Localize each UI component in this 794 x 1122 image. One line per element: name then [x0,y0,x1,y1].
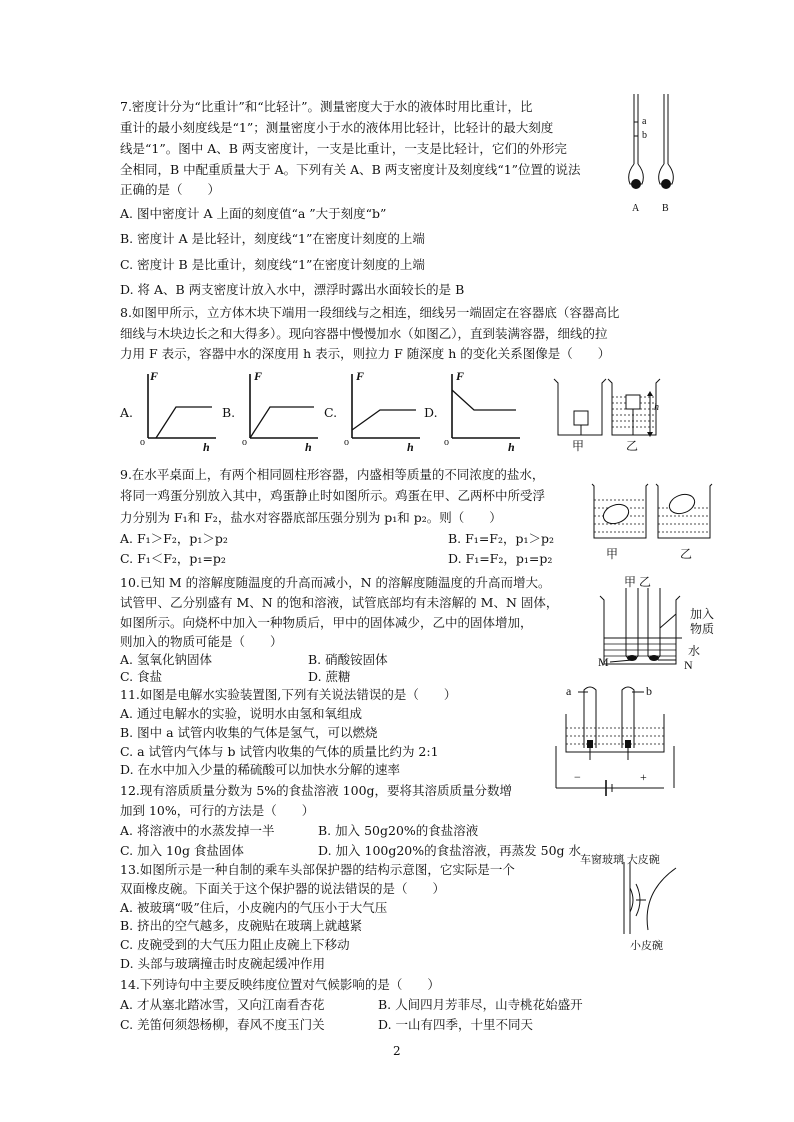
container-jia [554,379,606,435]
q8-graph-a-f: F [150,369,159,383]
q7-line-4: 全相同，B 中配重质量大于 A。下列有关 A、B 两支密度计及刻度线“1”位置的说法 [120,162,581,177]
q10-fig-label-m: M [598,655,609,669]
q10-fig-label-water: 水 [688,644,701,658]
q9-fig-label-jia: 甲 [606,547,619,561]
q7-option-a: A. 图中密度计 A 上面的刻度值“a ”大于刻度“b” [120,206,387,221]
q8-graph-a-h: h [203,440,210,454]
q13-headrest-figure [610,862,690,934]
q10-line-1: 10.已知 M 的溶解度随温度的升高而减小，N 的溶解度随温度的升高而增大。 [120,575,551,590]
q10-beaker-figure [596,588,686,668]
q10-option-a: A. 氢氧化钠固体 [120,652,212,667]
q8-fig-label-yi: 乙 [626,439,639,453]
q9-line-3: 力分别为 F₁和 F₂，盐水对容器底部压强分别为 p₁和 p₂。则（ ） [120,510,502,525]
q8-container-figure [552,375,664,455]
hydrometer-a [629,94,647,189]
q13-option-d: D. 头部与玻璃撞击时皮碗起缓冲作用 [120,956,326,971]
q8-graph-d-h: h [508,440,515,454]
q7-option-c: C. 密度计 B 是比重计，刻度线“1”在密度计刻度的上端 [120,257,425,272]
q8-graph-option-a: A. [120,405,134,420]
q8-graph-c-f: F [356,369,365,383]
q7-fig-label-b: B [662,203,669,214]
q7-hydrometer-figure [620,92,680,212]
container-yi [608,379,660,437]
q8-graph-option-b: B. [222,405,236,420]
q8-graph-b-o: o [242,437,247,448]
q14-option-c: C. 羌笛何须怨杨柳，春风不度玉门关 [120,1017,325,1032]
page-number: 2 [393,1044,401,1058]
q7-fig-label-b-small: b [642,130,647,141]
q8-graph-a-o: o [140,437,145,448]
q11-option-c: C. a 试管内气体与 b 试管内收集的气体的质量比约为 2:1 [120,744,439,759]
q11-fig-label-a: a [566,684,572,698]
q8-graph-b-f: F [254,369,263,383]
q10-line-3: 如图所示。向烧杯中加入一种物质后，甲中的固体减少，乙中的固体增加， [120,615,533,630]
q8-line-2: 细线与木块边长之和大得多）。现向容器中慢慢加水（如图乙），直到装满容器，细线的拉 [120,326,608,341]
q10-option-b: B. 硝酸铵固体 [308,652,388,667]
q10-line-2: 试管甲、乙分别盛有 M、N 的饱和溶液，试管底部均有未溶解的 M、N 固体， [120,595,559,610]
q7-line-3: 线是“1”。图中 A、B 两支密度计，一支是比重计，一支是比轻计，它们的外形完 [120,141,567,156]
q12-option-d: D. 加入 100g20%的食盐溶液，再蒸发 50g 水 [318,843,581,858]
q11-fig-label-minus: − [574,770,581,784]
q8-line-3: 力用 F 表示，容器中水的深度用 h 表示，则拉力 F 随深度 h 的变化关系图像是（ ） [120,346,611,361]
q11-option-b: B. 图中 a 试管内收集的气体是氢气，可以燃烧 [120,725,378,740]
beaker-yi [656,484,712,538]
q14-option-b: B. 人间四月芳菲尽，山寺桃花始盛开 [378,997,583,1012]
q8-line-1: 8.如图甲所示，立方体木块下端用一段细线与之相连，细线另一端固定在容器底（容器高比 [120,305,620,320]
q9-fig-label-yi: 乙 [680,547,693,561]
q7-line-5: 正确的是（ ） [120,182,221,197]
q12-option-b: B. 加入 50g20%的食盐溶液 [318,823,479,838]
q10-fig-label-add1: 加入 [690,607,715,621]
q8-graph-d-f: F [456,369,465,383]
q11-option-a: A. 通过电解水的实验，说明水由氢和氧组成 [120,706,362,721]
q7-line-2: 重计的最小刻度线是“1”；测量密度小于水的液体用比轻计，比轻计的最大刻度 [120,120,554,135]
q8-graph-d-o: o [444,437,449,448]
q13-option-a: A. 被玻璃“吸”住后，小皮碗内的气压小于大气压 [120,900,388,915]
q13-option-b: B. 挤出的空气越多，皮碗贴在玻璃上就越紧 [120,918,363,933]
q10-fig-label-n: N [684,658,693,672]
q14-line-1: 14.下列诗句中主要反映纬度位置对气候影响的是（ ） [120,977,440,992]
q7-option-d: D. 将 A、B 两支密度计放入水中，漂浮时露出水面较长的是 B [120,282,465,297]
q11-fig-label-plus: + [640,770,647,784]
q7-fig-label-a-small: a [642,116,647,127]
q8-fig-label-h: h [654,402,659,413]
hydrometer-b [659,94,674,189]
q9-option-d: D. F₁=F₂，p₁=p₂ [448,551,553,566]
q7-option-b: B. 密度计 A 是比轻计，刻度线“1”在密度计刻度的上端 [120,231,425,246]
q8-graph-option-c: C. [324,405,338,420]
q9-egg-figure [590,482,720,542]
q9-option-b: B. F₁=F₂，p₁＞p₂ [448,531,554,546]
q12-line-2: 加到 10%，可行的方法是（ ） [120,803,315,818]
q9-option-a: A. F₁＞F₂，p₁＞p₂ [120,531,228,546]
q10-option-d: D. 蔗糖 [308,669,351,684]
q13-line-2: 双面橡皮碗。下面关于这个保护器的说法错误的是（ ） [120,881,446,896]
q8-fig-label-jia: 甲 [572,439,585,453]
q10-fig-label-add2: 物质 [690,622,715,636]
q13-fig-label-top: 车窗玻璃 大皮碗 [580,854,660,866]
q7-fig-label-a: A [632,203,640,214]
q9-line-2: 将同一鸡蛋分别放入其中，鸡蛋静止时如图所示。鸡蛋在甲、乙两杯中所受浮 [120,488,546,503]
q7-line-1: 7.密度计分为“比重计”和“比轻计”。测量密度大于水的液体时用比重计，比 [120,99,533,114]
q12-option-a: A. 将溶液中的水蒸发掉一半 [120,823,275,838]
q9-line-1: 9.在水平桌面上，有两个相同圆柱形容器，内盛相等质量的不同浓度的盐水， [120,467,545,482]
q11-option-d: D. 在水中加入少量的稀硫酸可以加快水分解的速率 [120,762,401,777]
q8-graph-b-h: h [305,440,312,454]
q13-option-c: C. 皮碗受到的大气压力阻止皮碗上下移动 [120,937,350,952]
q8-graph-c-o: o [344,437,349,448]
q10-line-4: 则加入的物质可能是（ ） [120,634,283,649]
q13-fig-label-bottom: 小皮碗 [630,940,663,952]
q12-option-c: C. 加入 10g 食盐固体 [120,843,244,858]
q12-line-1: 12.现有溶质质量分数为 5%的食盐溶液 100g，要将其溶质质量分数增 [120,783,513,798]
q8-graph-option-d: D. [424,405,438,420]
q9-option-c: C. F₁＜F₂，p₁=p₂ [120,551,226,566]
q8-graph-c-h: h [407,440,414,454]
q13-line-1: 13.如图所示是一种自制的乘车头部保护器的结构示意图，它实际是一个 [120,862,515,877]
beaker-jia [592,484,648,538]
q14-option-d: D. 一山有四季，十里不同天 [378,1017,534,1032]
q10-option-c: C. 食盐 [120,669,163,684]
q14-option-a: A. 才从塞北踏冰雪，又向江南看杏花 [120,997,325,1012]
q10-fig-label-jia-yi: 甲 乙 [624,575,652,589]
q11-fig-label-b: b [646,684,652,698]
q11-line-1: 11.如图是电解水实验装置图,下列有关说法错误的是（ ） [120,687,457,702]
